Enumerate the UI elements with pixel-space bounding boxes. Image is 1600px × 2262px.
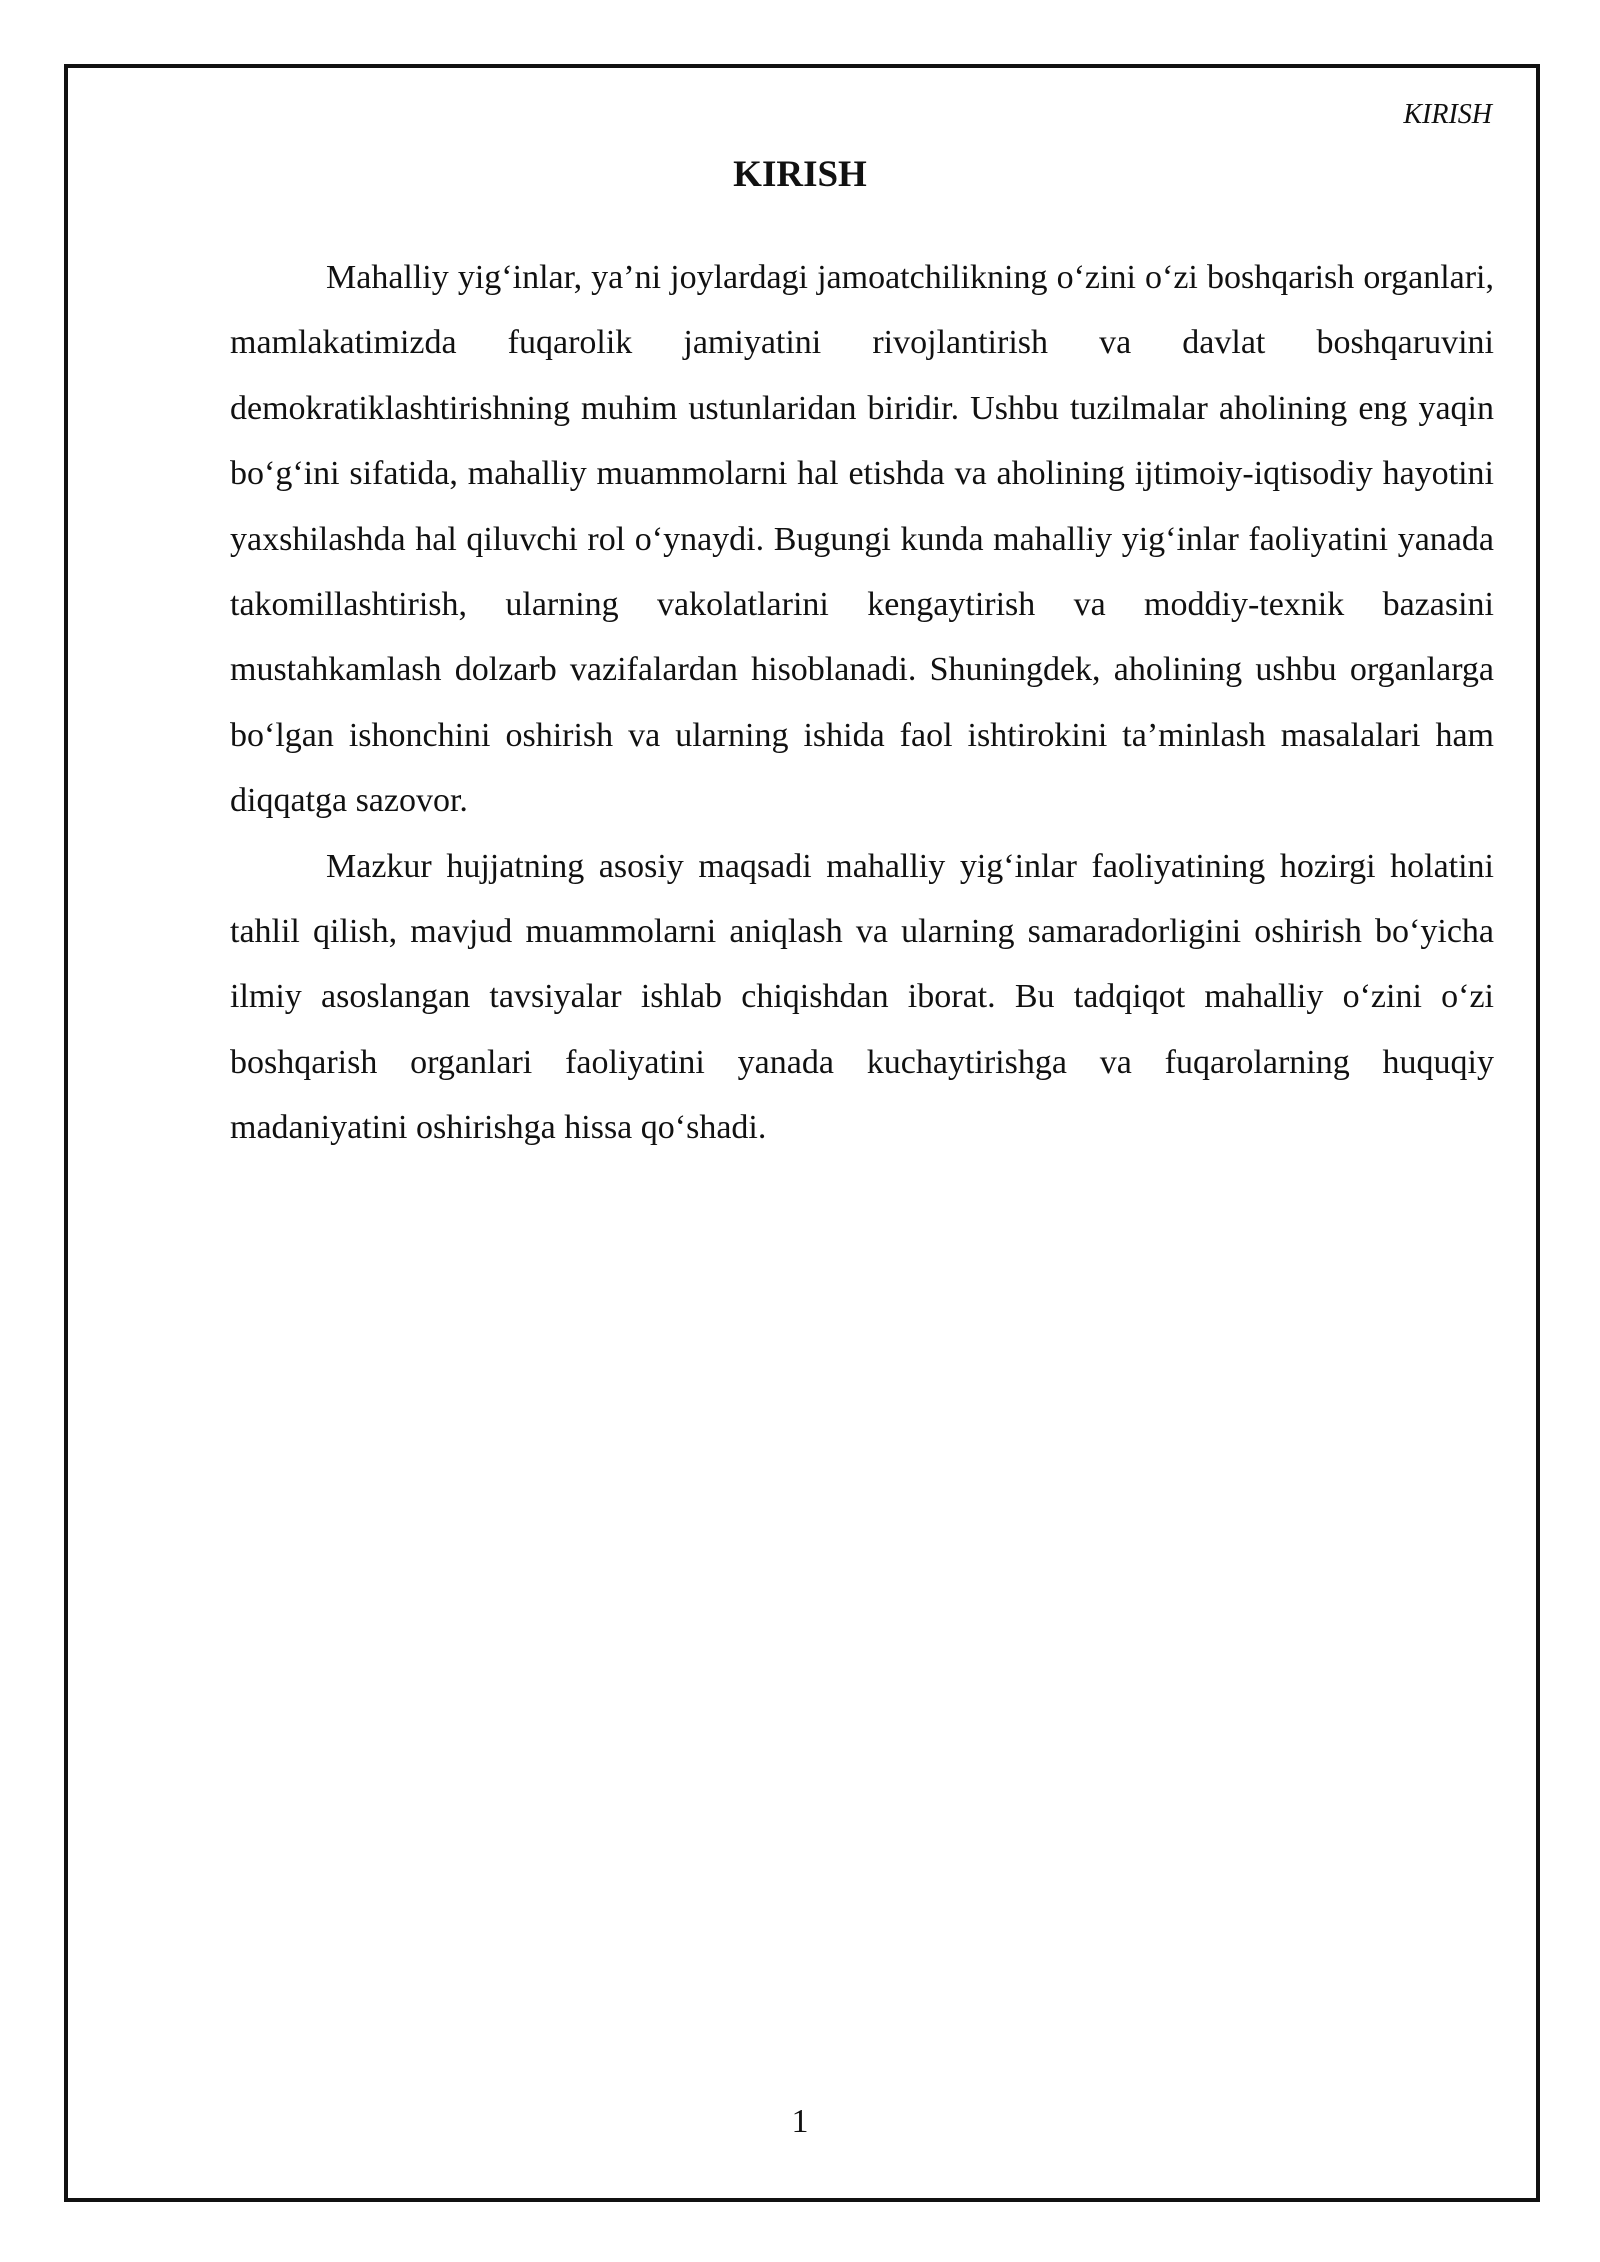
page-number: 1: [791, 2103, 809, 2140]
body-paragraph: Mahalliy yig‘inlar, ya’ni joylardagi jamoatchilikning o‘zini o‘zi boshqarish organlari, mamlakatimizda fuqarolik jamiyatini rivojlantirish va davlat boshqaruvini demokratiklashtirishning muhim ustunlaridan biridir. Ushbu tuzilmalar aholining eng yaqin bo‘g‘ini sifatida, mahalliy muammolarni hal etishda va aholining ijtimoiy-iqtisodiy hayotini yaxshilashda hal qiluvchi rol o‘ynaydi. Bugungi kunda mahalliy yig‘inlar faoliyatini yanada takomillashtirish, ularning vakolatlarini kengaytirish va moddiy-texnik bazasini mustahkamlash dolzarb vazifalardan hisoblanadi. Shuningdek, aholining ushbu organlarga bo‘lgan ishonchini oshirish va ularning ishida faol ishtirokini ta’minlash masalalari ham diqqatga sazovor.: [230, 259, 1494, 820]
body-paragraph: Mazkur hujjatning asosiy maqsadi mahalliy yig‘inlar faoliyatining hozirgi holatini tahlil qilish, mavjud muammolarni aniqlash va ularning samaradorligini oshirish bo‘yicha ilmiy asoslangan tavsiyalar ishlab chiqishdan iborat. Bu tadqiqot mahalliy o‘zini o‘zi boshqarish organlari faoliyatini yanada kuchaytirishga va fuqarolarning huquqiy madaniyatini oshirishga hissa qo‘shadi.: [230, 847, 1494, 1147]
document-body: [230, 245, 1494, 1161]
running-header: KIRISH: [1403, 99, 1492, 130]
section-title: KIRISH: [733, 154, 867, 195]
